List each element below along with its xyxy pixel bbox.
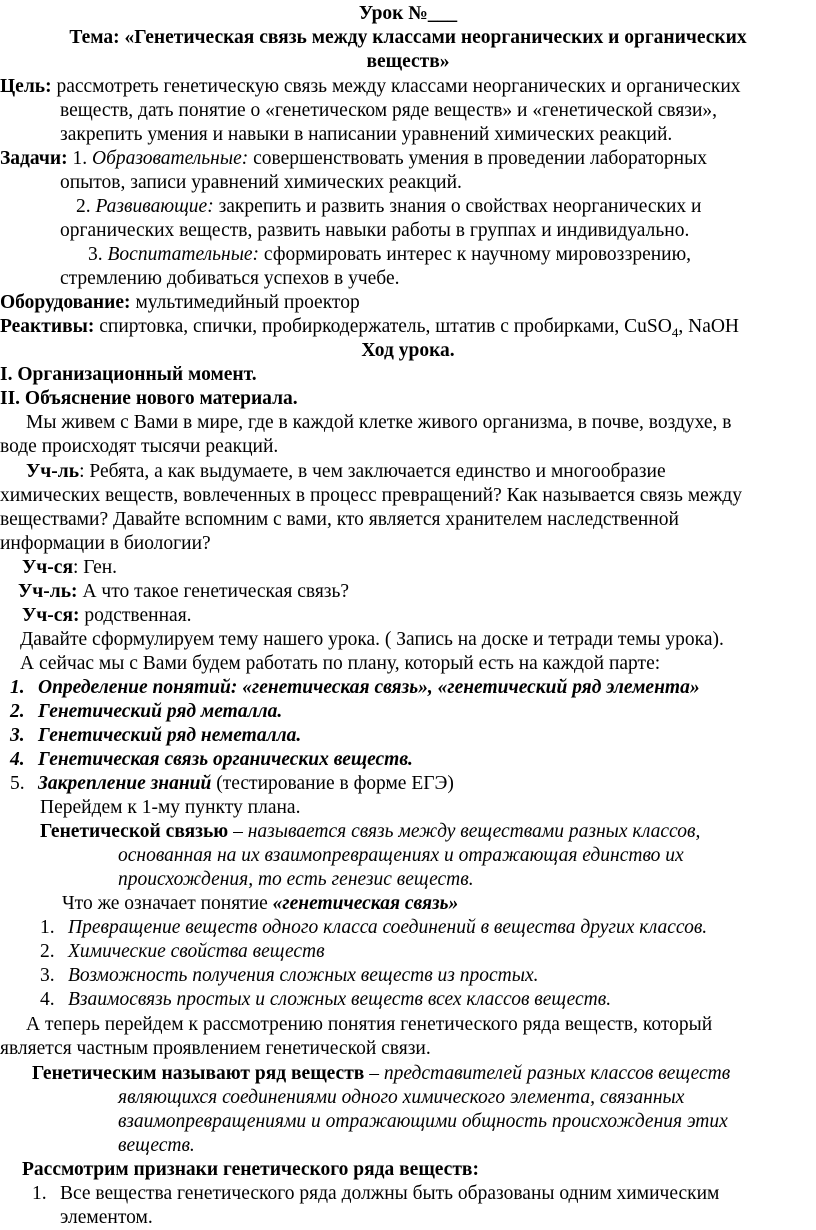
topic-line-1: Тема: «Генетическая связь между классами неорганических и органических — [69, 27, 747, 48]
go-to-point-1: Перейдем к 1-му пункту плана. — [40, 797, 301, 818]
task-2-line-1: 2. Развивающие: закрепить и развить знания о свойствах неорганических и — [76, 196, 702, 217]
definition-line-1: Генетической связью – называется связь между веществами разных классов, — [40, 821, 701, 842]
intro-line-1: Мы живем с Вами в мире, где в каждой клетке живого организма, в почве, воздухе, в — [26, 412, 732, 433]
meaning-item: 4. Взаимосвязь простых и сложных веществ всех классов веществ. — [40, 989, 612, 1010]
course-title: Ход урока. — [361, 340, 455, 361]
series-intro-line-2: является частным проявлением генетической связи. — [0, 1038, 431, 1059]
series-intro-line-1: А теперь перейдем к рассмотрению понятия генетического ряда веществ, который — [26, 1014, 713, 1035]
teacher-question-1-line-4: информации в биологии? — [0, 533, 211, 554]
meaning-question: Что же означает понятие «генетическая связь» — [62, 893, 459, 914]
meaning-item: 2. Химические свойства веществ — [40, 941, 325, 962]
definition-line-3: происхождения, то есть генезис веществ. — [118, 869, 474, 890]
teacher-question-1-line-1: Уч-ль: Ребята, а как выдумаете, в чем заключается единство и многообразие — [26, 461, 666, 482]
meaning-item: 1. Превращение веществ одного класса соединений в вещества других классов. — [40, 917, 708, 938]
reagents-line: Реактивы: спиртовка, спички, пробиркодержатель, штатив с пробирками, CuSO$_4$, NaOH — [0, 316, 740, 340]
topic-line-2: веществ» — [366, 51, 450, 72]
series-definition-line-1: Генетическим называют ряд веществ – представителей разных классов веществ — [32, 1063, 731, 1084]
section-2-heading: II. Объяснение нового материала. — [0, 388, 298, 409]
sign-1-line-1: 1. Все вещества генетического ряда должны быть образованы одним химическим — [32, 1183, 720, 1204]
intro-line-2: воде происходят тысячи реакций. — [0, 436, 279, 457]
topic-instruction: Давайте сформулируем тему нашего урока. ( Запись на доске и тетради темы урока). — [20, 629, 724, 650]
signs-title: Рассмотрим признаки генетического ряда веществ: — [22, 1159, 479, 1180]
plan-item: 5. Закрепление знаний (тестирование в форме ЕГЭ) — [10, 773, 454, 794]
tasks-label: Задачи: — [0, 148, 68, 169]
plan-item: 4. Генетическая связь органических веществ. — [10, 749, 413, 770]
plan-item: 2. Генетический ряд металла. — [10, 701, 283, 722]
task-1-line-1: Задачи: 1. Образовательные: совершенствовать умения в проведении лабораторных — [0, 148, 707, 169]
teacher-question-1-line-3: веществами? Давайте вспомним с вами, кто является хранителем наследственной — [0, 509, 679, 530]
teacher-question-1-line-2: химических веществ, вовлеченных в процесс превращений? Как называется связь между — [0, 485, 742, 506]
plan-item: 1. Определение понятий: «генетическая связь», «генетический ряд элемента» — [10, 677, 700, 698]
task-2-line-2: органических веществ, развить навыки работы в группах и индивидуально. — [60, 220, 690, 241]
goal-line-2: веществ, дать понятие о «генетическом ряде веществ» и «генетической связи», — [60, 100, 718, 121]
series-definition-line-2: являющихся соединениями одного химического элемента, связанных — [118, 1087, 685, 1108]
equipment-line: Оборудование: мультимедийный проектор — [0, 292, 360, 313]
student-answer-2: Уч-ся: родственная. — [22, 605, 192, 626]
goal-line-3: закрепить умения и навыки в написании уравнений химических реакций. — [60, 124, 673, 145]
series-definition-line-3: взаимопревращениями и отражающими общность происхождения этих — [118, 1111, 728, 1132]
section-1-heading: I. Организационный момент. — [0, 364, 257, 385]
meaning-item: 3. Возможность получения сложных веществ из простых. — [40, 965, 539, 986]
student-answer-1: Уч-ся: Ген. — [22, 557, 118, 578]
task-3-line-2: стремлению добиваться успехов в учебе. — [60, 268, 400, 289]
lesson-number: Урок №___ — [358, 3, 458, 24]
definition-line-2: основанная на их взаимопревращениях и отражающая единство их — [118, 845, 684, 866]
teacher-question-2: Уч-ль: А что такое генетическая связь? — [18, 581, 350, 602]
task-3-line-1: 3. Воспитательные: сформировать интерес к научному мировоззрению, — [88, 244, 692, 265]
goal-label: Цель: — [0, 76, 52, 97]
goal-line-1: Цель: рассмотреть генетическую связь между классами неорганических и органических — [0, 76, 741, 97]
plan-instruction: А сейчас мы с Вами будем работать по плану, который есть на каждой парте: — [20, 653, 661, 674]
series-definition-line-4: веществ. — [118, 1135, 195, 1156]
sign-1-line-2: элементом. — [60, 1207, 153, 1228]
task-1-line-2: опытов, записи уравнений химических реакций. — [60, 172, 462, 193]
plan-item: 3. Генетический ряд неметалла. — [10, 725, 302, 746]
